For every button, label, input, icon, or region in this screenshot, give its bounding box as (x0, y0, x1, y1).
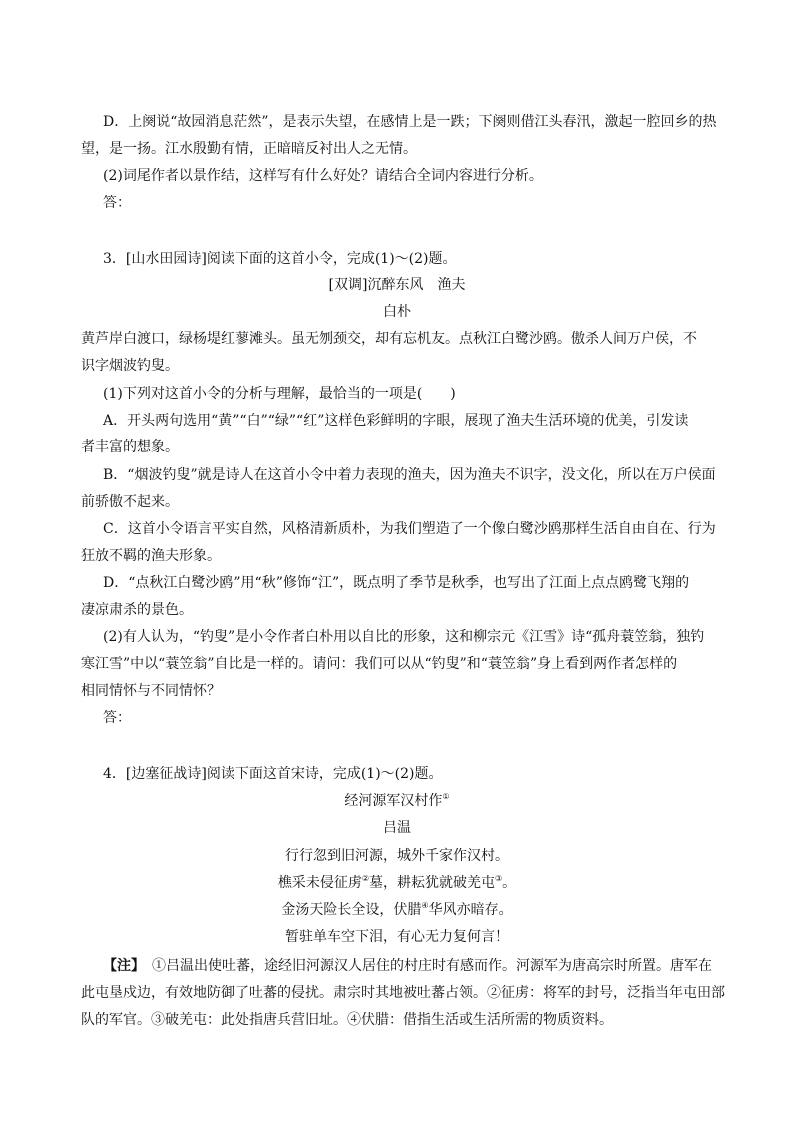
q3-subquestion-2-line1: (2)有人认为，“钓叟”是小令作者白朴用以自比的形象，这和柳宗元《江雪》诗“孤舟蓑笠翁，独钓 (103, 629, 705, 645)
q2-option-d-line1: D．上阕说“故园消息茫然”，是表示失望，在感情上是一跌；下阕则借江头春汛，激起一腔回乡的热 (103, 114, 717, 130)
q3-subquestion-2-line3: 相同情怀与不同情怀？ (81, 683, 221, 699)
q2-option-d-line2: 望，是一扬。江水殷勤有情，正暗暗反衬出人之无情。 (81, 141, 417, 157)
q4-line2-part-c: 。 (502, 875, 517, 891)
q3-answer-label: 答： (103, 710, 131, 726)
q2-answer-label: 答： (103, 195, 131, 211)
q4-line3-part-b: 华风亦暗存。 (428, 902, 513, 918)
q3-subquestion-1: (1)下列对这首小令的分析与理解，最恰当的一项是( ) (103, 386, 456, 402)
footnote-mark-4: ④ (421, 901, 429, 910)
q4-title-text: 经河源军汉村作 (344, 793, 443, 809)
q4-poem-line1: 行行忽到旧河源，城外千家作汉村。 (285, 848, 509, 864)
note-label: 【注】 (103, 958, 138, 974)
q4-line2-part-b: 墓，耕耘犹就破羌屯 (369, 875, 495, 891)
q4-line2-part-a: 樵采未侵征虏 (277, 875, 362, 891)
q3-option-a-line2: 者丰富的想象。 (81, 439, 179, 455)
q3-subquestion-2-line2: 寒江雪”中以“蓑笠翁”自比是一样的。请问：我们可以从“钓叟”和“蓑笠翁”身上看到两作者怎样的 (81, 656, 678, 672)
q4-poem-line2 (0, 870, 794, 897)
q4-intro: 4．[边塞征战诗]阅读下面这首宋诗，完成(1)～(2)题。 (103, 766, 443, 782)
q3-intro: 3．[山水田园诗]阅读下面的这首小令，完成(1)～(2)题。 (103, 251, 457, 267)
footnote-mark-1: ① (442, 792, 450, 801)
q4-poem-title (0, 788, 794, 815)
q3-poem-line1: 黄芦岸白渡口，绿杨堤红蓼滩头。虽无刎颈交，却有忘机友。点秋江白鹭沙鸥。傲杀人间万户侯，不 (81, 331, 697, 347)
q3-option-c-line2: 狂放不羁的渔夫形象。 (81, 548, 221, 564)
q3-poem-line2: 识字烟波钓叟。 (81, 358, 179, 374)
q4-note-line1 (81, 953, 743, 980)
q4-note-line3: 队的军官。③破羌屯：此处指唐兵营旧址。④伏腊：借指生活或生活所需的物质资料。 (81, 1012, 613, 1028)
q2-subquestion-2: (2)词尾作者以景作结，这样写有什么好处？请结合全词内容进行分析。 (103, 168, 543, 184)
q3-option-a-line1: A．开头两句选用“黄”“白”“绿”“红”这样色彩鲜明的字眼，展现了渔夫生活环境的优美，引发读 (103, 413, 689, 429)
footnote-mark-3: ③ (495, 874, 503, 883)
q3-option-d-line2: 凄凉肃杀的景色。 (81, 602, 193, 618)
q3-option-d-line1: D．“点秋江白鹭沙鸥”用“秋”修饰“江”，既点明了季节是秋季，也写出了江面上点点鸥鹭飞翔的 (103, 575, 690, 591)
footnote-mark-2: ② (361, 874, 369, 883)
note-text-1: ①吕温出使吐蕃，途经旧河源汉人居住的村庄时有感而作。河源军为唐高宗时所置。唐军在 (138, 958, 712, 974)
q4-poem-line4: 暂驻单车空下泪，有心无力复何言！ (285, 929, 509, 945)
q3-option-b-line2: 前骄傲不起来。 (81, 494, 179, 510)
q4-note-line2: 此屯垦戍边，有效地防御了吐蕃的侵扰。肃宗时其地被吐蕃占领。②征虏：将军的封号，泛指当年屯田部 (81, 985, 725, 1001)
q3-option-b-line1: B．“烟波钓叟”就是诗人在这首小令中着力表现的渔夫，因为渔夫不识字，没文化，所以在万户侯面 (103, 467, 716, 483)
q3-option-c-line1: C．这首小令语言平实自然，风格清新质朴，为我们塑造了一个像白鹭沙鸥那样生活自由自在、行为 (103, 521, 716, 537)
q4-line3-part-a: 金汤天险长全设，伏腊 (281, 902, 422, 918)
q4-poem-line3 (0, 897, 794, 924)
q3-poem-title: [双调]沉醉东风 渔夫 (328, 277, 466, 293)
q3-poem-author: 白朴 (383, 304, 411, 320)
q4-poem-author: 吕温 (383, 820, 411, 836)
